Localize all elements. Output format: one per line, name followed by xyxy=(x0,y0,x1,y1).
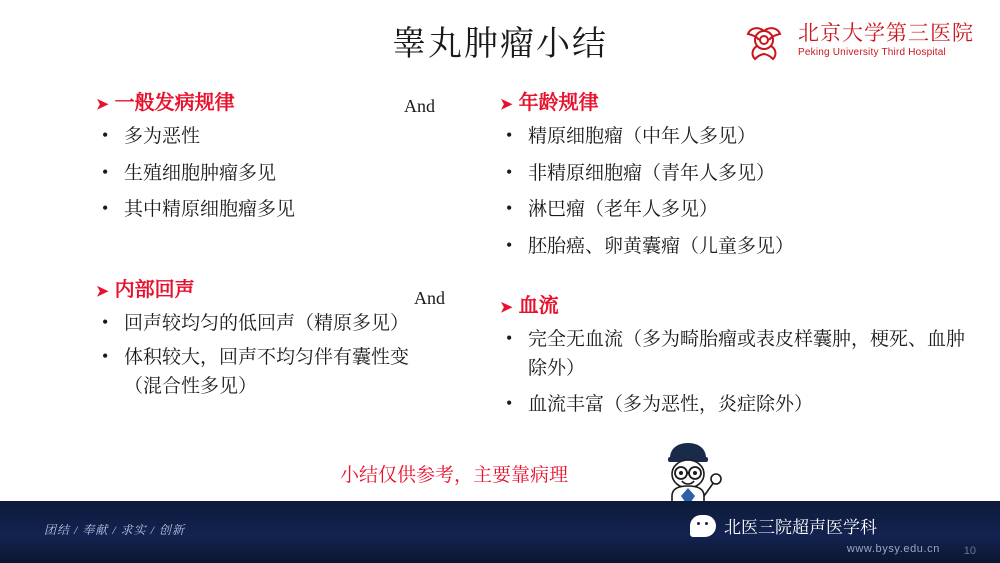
section-age-heading xyxy=(500,86,970,115)
peony-logo-icon xyxy=(740,16,788,64)
section-blood-list xyxy=(500,326,970,420)
section-age-list xyxy=(500,123,970,261)
list-item: • 回声较均匀的低回声（精原多见） xyxy=(96,310,426,339)
section-general-list xyxy=(96,123,426,225)
section-blood-heading xyxy=(500,289,970,318)
logo-name-cn: 北京大学第三医院 xyxy=(798,21,974,46)
list-item: • 胚胎癌、卵黄囊瘤（儿童多见） xyxy=(500,233,970,262)
section-blood xyxy=(500,289,970,420)
list-item: • 多为恶性 xyxy=(96,123,426,152)
section-general-heading xyxy=(96,86,426,115)
section-echo xyxy=(96,273,426,402)
section-age-heading-text: 年龄规律 xyxy=(518,92,599,114)
section-general-heading-text: 一般发病规律 xyxy=(114,92,235,114)
footer-wechat-label: 北医三院超声医学科 xyxy=(724,518,877,537)
page-title: 睾丸肿瘤小结 xyxy=(392,26,608,63)
list-item: • 生殖细胞肿瘤多见 xyxy=(96,160,426,189)
list-item: • 精原细胞瘤（中年人多见） xyxy=(500,123,970,152)
footer-bar xyxy=(0,501,1000,563)
footnote-text: 小结仅供参考，主要靠病理 xyxy=(340,465,569,486)
section-echo-list xyxy=(96,310,426,402)
hospital-logo xyxy=(740,16,974,64)
section-general xyxy=(96,86,426,225)
connector-and-bottom: And xyxy=(414,288,445,308)
left-column xyxy=(96,86,426,407)
connector-and-top: And xyxy=(404,96,435,116)
arrow-bullet-icon: ➤ xyxy=(500,300,513,316)
footer-url: www.bysy.edu.cn xyxy=(846,543,940,555)
section-echo-heading xyxy=(96,273,426,302)
list-item: • 非精原细胞瘤（青年人多见） xyxy=(500,160,970,189)
section-age xyxy=(500,86,970,261)
arrow-bullet-icon: ➤ xyxy=(96,97,109,113)
list-item: • 淋巴瘤（老年人多见） xyxy=(500,196,970,225)
section-echo-heading-text: 内部回声 xyxy=(114,278,195,301)
footer-wechat xyxy=(690,513,877,538)
page-number: 10 xyxy=(963,545,976,557)
right-column xyxy=(500,86,970,428)
wechat-icon xyxy=(690,515,716,537)
logo-name-en: Peking University Third Hospital xyxy=(798,47,946,59)
list-item: • 完全无血流（多为畸胎瘤或表皮样囊肿，梗死、血肿除外） xyxy=(500,326,970,383)
list-item: • 体积较大，回声不均匀伴有囊性变（混合性多见） xyxy=(96,344,426,401)
footer-motto: 团结 / 奉献 / 求实 / 创新 xyxy=(44,523,186,537)
logo-text xyxy=(798,21,974,59)
list-item: • 其中精原细胞瘤多见 xyxy=(96,196,426,225)
list-item: • 血流丰富（多为恶性，炎症除外） xyxy=(500,391,970,420)
section-blood-heading-text: 血流 xyxy=(518,295,559,317)
arrow-bullet-icon: ➤ xyxy=(500,97,513,113)
arrow-bullet-icon: ➤ xyxy=(96,283,109,300)
